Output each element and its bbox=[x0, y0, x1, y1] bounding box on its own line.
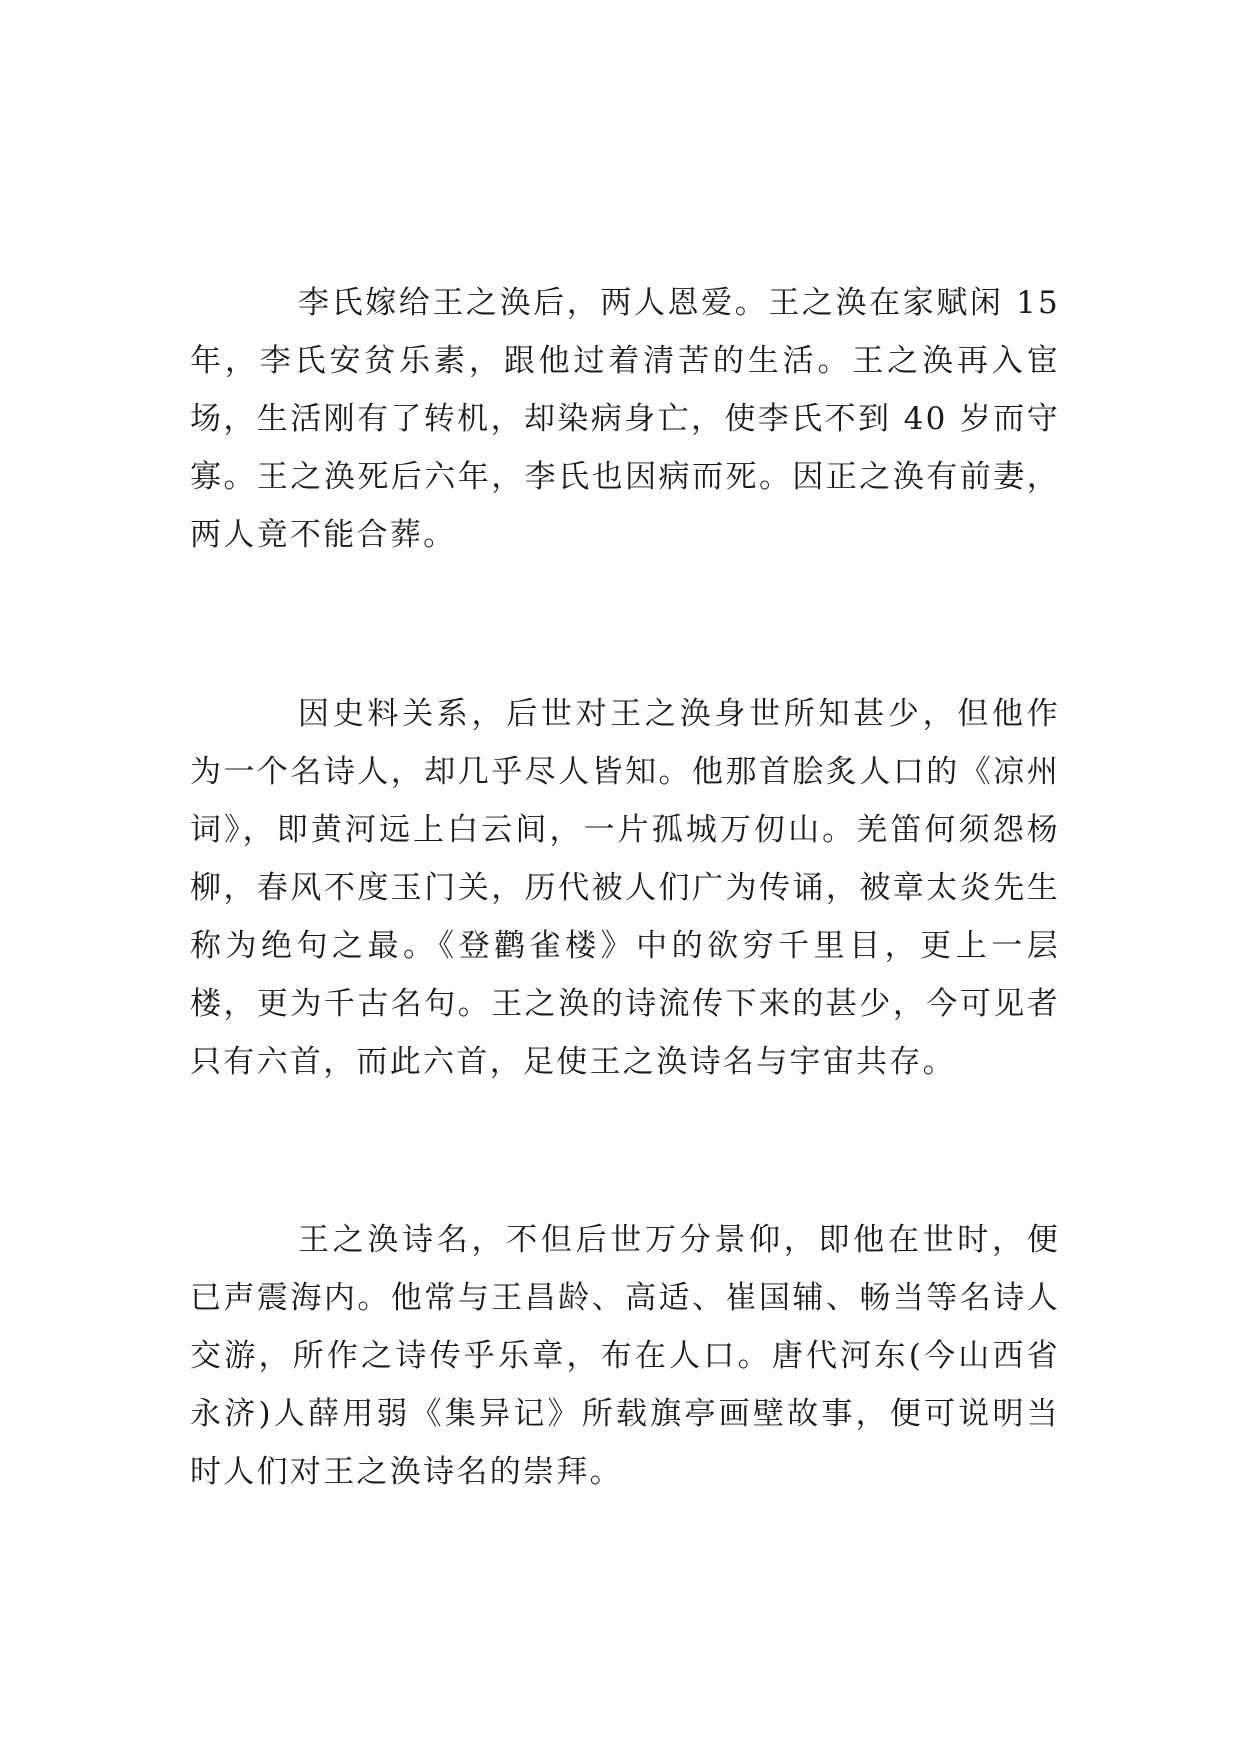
paragraph-wang-zhihuan-fame: 因史料关系，后世对王之涣身世所知甚少，但他作为一个名诗人，却几乎尽人皆知。他那首脍炙人口的《凉州词》，即黄河远上白云间，一片孤城万仞山。羌笛何须怨杨柳，春风不度玉门关，历代被人们广为传诵，被章太炎先生称为绝句之最。《登鹳雀楼》中的欲穷千里目，更上一层楼，更为千古名句。王之涣的诗流传下来的甚少，今可见者只有六首，而此六首，足使王之涣诗名与宇宙共存。 bbox=[190, 696, 1060, 1080]
paragraph-wang-zhihuan-reputation: 王之涣诗名，不但后世万分景仰，即他在世时，便已声震海内。他常与王昌龄、高适、崔国辅、畅当等名诗人交游，所作之诗传乎乐章，布在人口。唐代河东(今山西省永济)人薛用弱《集异记》所载旗亭画壁故事，便可说明当时人们对王之涣诗名的崇拜。 bbox=[190, 1222, 1060, 1490]
paragraph-wang-zhihuan-wife: 李氏嫁给王之涣后，两人恩爱。王之涣在家赋闲 15 年，李氏安贫乐素，跟他过着清苦的生活。王之涣再入宦场，生活刚有了转机，却染病身亡，使李氏不到 40 岁而守寡。王之涣死后六年，李氏也因病而死。因正之涣有前妻，两人竟不能合葬。 bbox=[190, 285, 1060, 553]
